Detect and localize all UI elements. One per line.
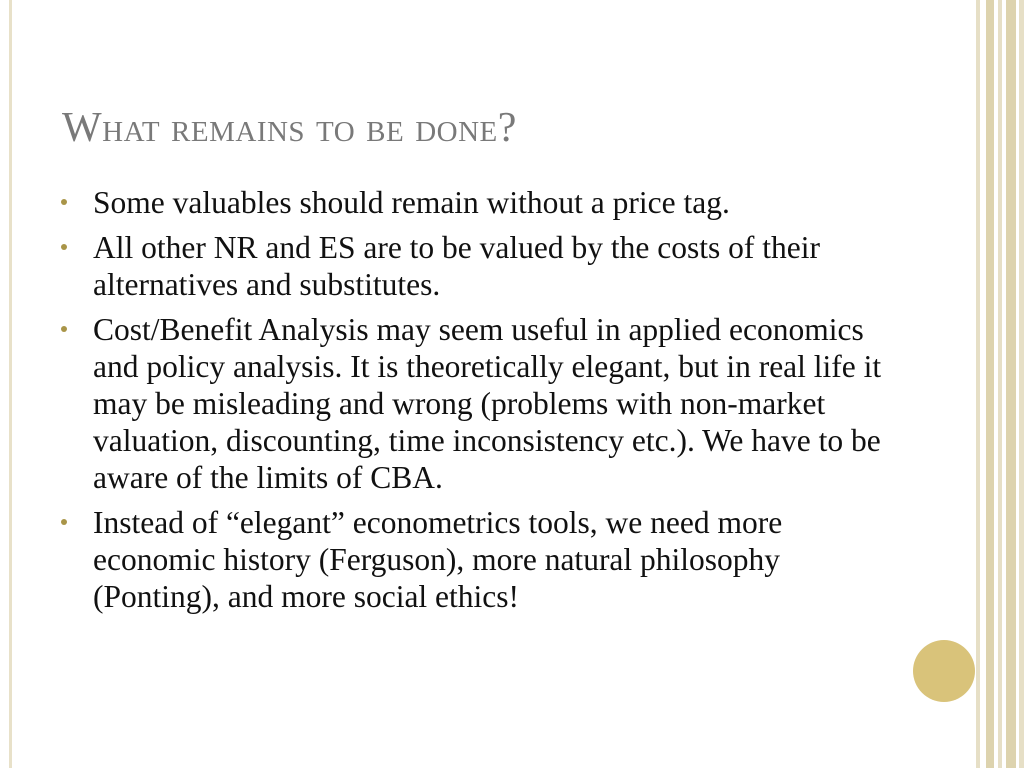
left-decorative-line bbox=[9, 0, 12, 768]
bullet-item bbox=[56, 311, 886, 496]
bullet-text: Cost/Benefit Analysis may seem useful in applied economics and policy analysis. It is theoretically elegant, but in real life it may be misleading and wrong (problems with non-market valuation, discounting, time inconsistency etc.). We have to be aware of the limits of CBA. bbox=[93, 312, 882, 495]
bullet-text: All other NR and ES are to be valued by the costs of their alternatives and substitutes. bbox=[93, 230, 820, 302]
slide-title: What remains to be done? bbox=[62, 105, 517, 151]
bullet-item bbox=[56, 504, 886, 615]
bullet-text: Instead of “elegant” econometrics tools, we need more economic history (Ferguson), more natural philosophy (Ponting), and more social ethics! bbox=[93, 505, 783, 614]
decorative-circle bbox=[913, 640, 975, 702]
right-decorative-stripe bbox=[998, 0, 1002, 768]
right-decorative-stripe bbox=[1006, 0, 1016, 768]
bullet-icon bbox=[61, 244, 67, 250]
bullet-icon bbox=[61, 199, 67, 205]
bullet-list bbox=[56, 184, 886, 623]
bullet-item bbox=[56, 229, 886, 303]
bullet-item bbox=[56, 184, 886, 221]
right-decorative-stripe bbox=[1019, 0, 1024, 768]
bullet-icon bbox=[61, 326, 67, 332]
right-decorative-stripe bbox=[986, 0, 994, 768]
right-decorative-stripe bbox=[976, 0, 980, 768]
bullet-text: Some valuables should remain without a price tag. bbox=[93, 185, 730, 220]
bullet-icon bbox=[61, 519, 67, 525]
